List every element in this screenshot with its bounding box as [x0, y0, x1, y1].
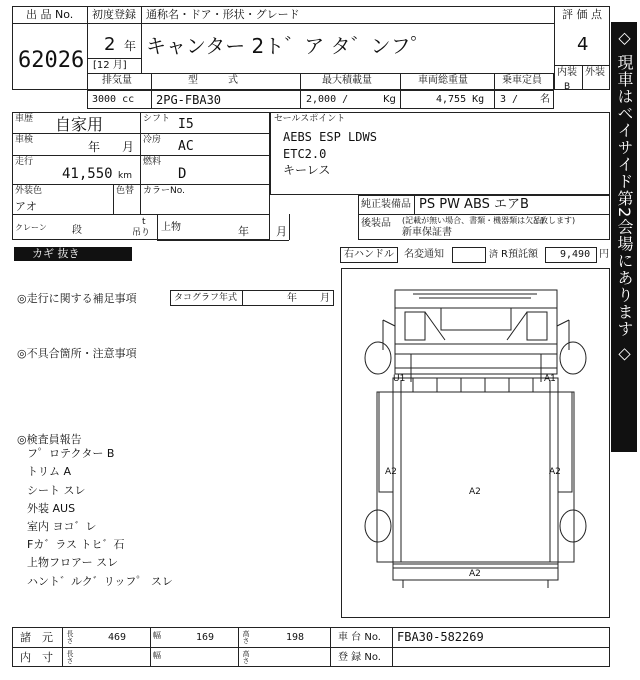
color-code-label: カラーNo. [143, 186, 185, 196]
recycle-unit: 円 [599, 249, 609, 260]
interior-label: 内装 [557, 67, 577, 78]
tacho-month: 月 [320, 293, 330, 304]
color-no-label: 色替 [116, 186, 135, 196]
aftermarket-note: (記載が無い場合、書類・機器類は欠品) [402, 216, 545, 225]
gross-weight: 4,755 Kg [436, 94, 485, 105]
damage-mark: A2 [469, 487, 481, 497]
inspection-label: 車検 [15, 135, 34, 145]
inspector-line: 外装 AUS [27, 502, 76, 515]
loading-label: 上物 [161, 222, 181, 233]
damage-mark: A2 [469, 569, 481, 579]
displacement-label: 排気量 [102, 75, 132, 86]
sales-point-line-1: AEBS ESP LDWS [283, 130, 377, 144]
std-equipment-value: PS PW ABS エアB [419, 197, 529, 212]
venue-banner-text: ◇ 現車はベイサイド第2会場にあります ◇ [615, 28, 634, 364]
vehicle-info-table [12, 112, 270, 240]
fuel-value: D [178, 166, 187, 182]
inspector-line: トリム A [27, 465, 72, 478]
history-label: 車歴 [15, 114, 34, 124]
inspector-line: フ゜ロテクター B [27, 447, 115, 460]
loading-month: 月 [276, 225, 287, 238]
key-status-badge: カギ 抜き [14, 247, 132, 261]
ext-color-label: 外装色 [15, 186, 43, 196]
grade-value: 4 [577, 34, 589, 55]
mileage-value: 41,550 [62, 166, 113, 182]
deposited-mark: 済 [489, 250, 499, 260]
inspector-line: 室内 ヨコ゛レ [27, 520, 97, 533]
lot-no-label: 出 品 No. [26, 8, 74, 21]
max-load-unit: Kg [383, 94, 396, 105]
defects-label: ◎不具合箇所・注意事項 [17, 347, 137, 360]
crane-label: クレーン [15, 223, 47, 232]
gross-weight-label: 車両総重量 [418, 75, 468, 86]
mileage-label: 走行 [15, 157, 34, 167]
venue-banner [611, 22, 637, 452]
displacement: 3000 cc [92, 94, 135, 105]
name-change-box [452, 247, 486, 263]
damage-mark: A2 [549, 467, 561, 477]
std-equipment-label: 純正装備品 [361, 199, 411, 210]
length-label: 長さ [66, 630, 74, 644]
width-label: 幅 [153, 631, 161, 640]
damage-mark: A2 [385, 467, 397, 477]
width-value: 169 [196, 632, 215, 643]
truck-diagram [341, 268, 610, 618]
fuel-label: 燃料 [143, 157, 162, 167]
inner-width-label: 幅 [153, 651, 161, 660]
height-value: 198 [286, 632, 305, 643]
exterior-label: 外装 [585, 67, 605, 78]
name-change-label: 名変通知 [404, 249, 444, 260]
model-code-label: 型 式 [188, 75, 238, 86]
inspector-line: 上物フロアー スレ [27, 556, 119, 569]
capacity-label: 乗車定員 [502, 75, 542, 86]
inspection-month: 月 [122, 140, 135, 154]
warranty-value: 新車保証書 [402, 227, 452, 238]
tacho-year: 年 [287, 293, 297, 304]
capacity: 3 / [500, 94, 519, 105]
inner-dims-label: 内 寸 [20, 651, 53, 664]
sales-point-line-3: キーレス [283, 163, 331, 177]
inner-height-label: 高さ [242, 650, 250, 664]
first-reg-label: 初度登録 [92, 8, 136, 21]
year-unit: 年 [124, 39, 137, 53]
first-reg-month: [12 月] [93, 60, 127, 71]
damage-mark: A1 [544, 374, 556, 384]
aircon-label: 冷房 [143, 135, 162, 145]
inner-length-label: 長さ [66, 650, 74, 664]
sales-point-line-2: ETC2.0 [283, 147, 327, 161]
length-value: 469 [108, 632, 127, 643]
damage-mark: U1 [393, 374, 406, 384]
aftermarket-note-tail: と致します) [532, 216, 576, 225]
recycle-label: R預託額 [501, 249, 538, 260]
height-label: 高さ [242, 630, 250, 644]
inspector-label: ◎検査員報告 [17, 433, 82, 446]
grade-label: 評 価 点 [562, 8, 602, 21]
tacho-label: タコグラフ年式 [174, 293, 238, 303]
model-code: 2PG-FBA30 [156, 93, 222, 107]
inspector-line: シート スレ [27, 484, 86, 497]
max-load-label: 最大積載量 [322, 75, 372, 86]
loading-year: 年 [238, 225, 249, 238]
crane-lift-unit: 吊り [132, 228, 151, 238]
reg-no-label: 登 録 No. [338, 652, 381, 663]
inspection-year: 年 [88, 140, 101, 154]
crane-step-unit: 段 [72, 225, 82, 236]
first-reg-year: 2 [104, 34, 116, 55]
recycle-value: 9,490 [560, 249, 591, 260]
history-value: 自家用 [55, 115, 104, 134]
sales-point-label: セールスポイント [274, 114, 346, 124]
aircon-value: AC [178, 139, 194, 154]
crane-ton-unit: t [142, 217, 146, 227]
shift-label: シフト [143, 114, 171, 124]
inspector-line: Fカ゛ラス トヒ゛石 [27, 538, 125, 551]
capacity-unit: 名 [540, 94, 550, 105]
mileage-unit: km [118, 171, 132, 181]
driving-notes-label: ◎走行に関する補足事項 [17, 292, 137, 305]
specs-label: 諸 元 [20, 631, 53, 644]
steering-value: 右ハンドル [344, 249, 394, 260]
ext-color-value: アオ [15, 200, 37, 213]
model-name-label: 通称名・ドア・形状・グレード [146, 8, 300, 21]
chassis-value: FBA30-582269 [397, 630, 484, 644]
chassis-label: 車 台 No. [338, 632, 381, 643]
aftermarket-label: 後装品 [361, 218, 391, 229]
lot-no: 62026 [18, 48, 85, 73]
inspector-line: ハント゛ルク゛リッフ゜ スレ [27, 575, 173, 588]
shift-value: I5 [178, 117, 194, 132]
interior-grade: B [564, 82, 571, 92]
max-load: 2,000 / [306, 94, 349, 105]
model-name: キャンター 2ト゛ア タ゛ンフ゜ [146, 34, 431, 58]
